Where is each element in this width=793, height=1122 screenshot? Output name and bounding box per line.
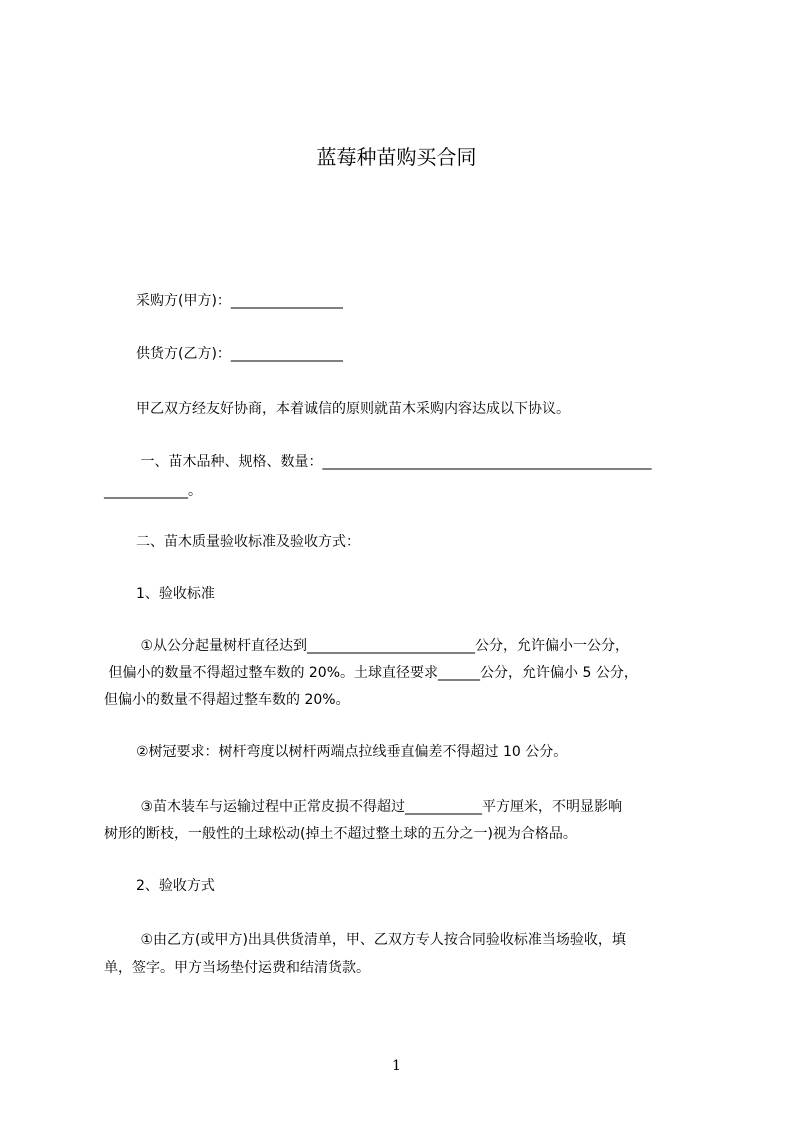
- item3-line2: 树形的断枝，一般性的土球松动(掉土不超过整土球的五分之一)视为合格品。: [104, 826, 577, 842]
- sub1-heading: 1、验收标准: [136, 586, 215, 602]
- item4-line2: 单，签字。甲方当场垫付运费和结清货款。: [104, 960, 370, 976]
- page-number: 1: [392, 1058, 401, 1074]
- party-a-line: 采购方(甲方)：________________: [136, 293, 343, 309]
- section2-heading: 二、苗木质量验收标准及验收方式：: [136, 534, 360, 550]
- item3-line1: ③苗木装车与运输过程中正常皮损不得超过___________平方厘米，不明显影响: [136, 799, 622, 815]
- sub2-heading: 2、验收方式: [136, 878, 215, 894]
- party-b-line: 供货方(乙方)：________________: [136, 346, 343, 362]
- item1-line3: 但偏小的数量不得超过整车数的 20%。: [104, 692, 350, 708]
- item1-line1: ①从公分起量树杆直径达到________________________公分，允许偏小一公分，: [136, 638, 629, 654]
- document-title: 蓝莓种苗购买合同: [316, 145, 477, 169]
- section1-line1: 一、苗木品种、规格、数量：_______________________________________________: [136, 454, 652, 470]
- section1-line2: ____________。: [104, 483, 202, 499]
- item1-line2: 但偏小的数量不得超过整车数的 20%。土球直径要求______公分，允许偏小 5 公分，: [104, 665, 638, 681]
- item4-line1: ①由乙方(或甲方)出具供货清单，甲、乙双方专人按合同验收标准当场验收，填: [136, 932, 626, 948]
- item2-line: ②树冠要求：树杆弯度以树杆两端点拉线垂直偏差不得超过 10 公分。: [136, 744, 568, 760]
- intro-paragraph: 甲乙双方经友好协商，本着诚信的原则就苗木采购内容达成以下协议。: [136, 401, 570, 417]
